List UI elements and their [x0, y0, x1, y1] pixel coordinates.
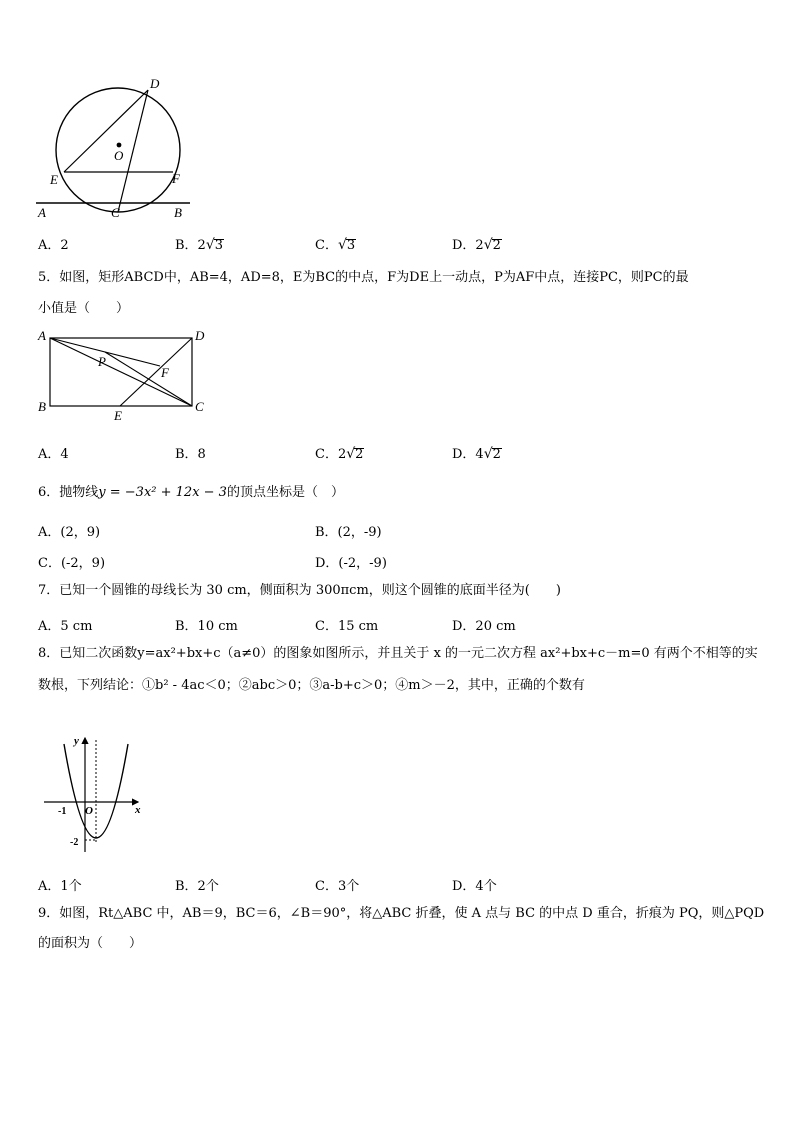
q4-option-c-prefix: C． — [315, 238, 338, 253]
segment-AC — [50, 338, 192, 406]
q9-stem-line2: 的面积为（ ） — [38, 936, 143, 951]
label-O: O — [114, 148, 124, 163]
q5-option-a: A．4 — [38, 447, 69, 462]
q8-stem-line2: 数根，下列结论：①b² - 4ac＜0；②abc＞0；③a-b+c＞0；④m＞－2，其中，正确的个数有 — [38, 678, 585, 693]
label-C: C — [195, 399, 204, 414]
label-B: B — [38, 399, 46, 414]
q4-option-b: B．2√3 — [175, 237, 224, 253]
q6-option-d: D．(-2，-9) — [315, 556, 387, 571]
center-point — [117, 143, 122, 148]
label-y: y — [74, 735, 79, 747]
q7-option-d: D．20 cm — [452, 619, 516, 634]
q4-option-d-radicand: 2 — [492, 238, 501, 253]
label-origin: O — [85, 805, 93, 817]
label-F: F — [172, 171, 180, 186]
q5-option-b: B．8 — [175, 447, 206, 462]
q4-option-c: C．√3 — [315, 237, 356, 253]
segment-DE — [120, 338, 192, 406]
q7-option-b: B．10 cm — [175, 619, 238, 634]
segment-PC — [105, 352, 192, 406]
q5-stem-line2: 小值是（ ） — [38, 301, 130, 316]
label-B: B — [174, 205, 182, 220]
label-A: A — [38, 328, 46, 343]
label-E: E — [50, 172, 58, 187]
q6-stem — [38, 478, 344, 508]
q4-option-b-prefix: B．2 — [175, 238, 206, 253]
q8-parabola-graph — [38, 730, 153, 855]
q4-option-b-radicand: 3 — [214, 238, 224, 253]
q6-option-a: A．(2，9) — [38, 525, 101, 540]
q6-formula: y = −3x² + 12x − 3 — [98, 485, 227, 500]
label-D: D — [150, 76, 160, 91]
q5-option-c: C．2√2 — [315, 446, 364, 462]
q8-option-c: C．3个 — [315, 879, 360, 894]
parabola-curve — [64, 744, 128, 838]
q4-option-c-radicand: 3 — [346, 238, 356, 253]
label-F: F — [161, 365, 169, 380]
q5-option-d-radicand: 2 — [492, 447, 501, 462]
q5-option-d: D．4√2 — [452, 446, 501, 462]
q5-option-c-prefix: C．2 — [315, 447, 347, 462]
label-neg2: -2 — [70, 837, 79, 848]
q8-option-a: A．1个 — [38, 879, 82, 894]
label-C: C — [111, 205, 120, 220]
q7-option-c: C．15 cm — [315, 619, 379, 634]
label-A: A — [38, 205, 46, 220]
label-neg1: -1 — [58, 806, 67, 817]
q8-option-b: B．2个 — [175, 879, 219, 894]
label-E: E — [114, 408, 122, 423]
q9-stem-line1: 9．如图，Rt△ABC 中，AB＝9，BC＝6，∠B＝90°，将△ABC 折叠，使 A 点与 BC 的中点 D 重合，折痕为 PQ，则△PQD — [38, 906, 765, 921]
q8-stem-line1: 8．已知二次函数y=ax²+bx+c（a≠0）的图象如图所示，并且关于 x 的一元二次方程 ax²+bx+c－m=0 有两个不相等的实 — [38, 646, 758, 661]
q5-option-c-radicand: 2 — [355, 447, 364, 462]
q4-option-a: A．2 — [38, 238, 69, 253]
q7-stem: 7．已知一个圆锥的母线长为 30 cm，侧面积为 300πcm，则这个圆锥的底面半径为( ) — [38, 583, 561, 598]
q6-stem-suffix: 的顶点坐标是（ ） — [226, 485, 344, 500]
q4-circle-figure — [30, 70, 200, 220]
q6-stem-prefix: 6．抛物线 — [38, 485, 99, 500]
q6-option-b: B．(2，-9) — [315, 525, 382, 540]
segment-ED — [64, 90, 148, 172]
q7-option-a: A．5 cm — [38, 619, 93, 634]
q5-stem-line1: 5．如图，矩形ABCD中，AB=4，AD=8，E为BC的中点，F为DE上一动点，P为AF中点，连接PC，则PC的最 — [38, 270, 689, 285]
q5-option-d-prefix: D．4 — [452, 447, 484, 462]
q5-rectangle-figure — [30, 326, 220, 426]
q8-option-d: D．4个 — [452, 879, 497, 894]
q6-option-c: C．(-2，9) — [38, 556, 106, 571]
label-x: x — [135, 804, 141, 816]
q4-option-d: D．2√2 — [452, 237, 501, 253]
label-D: D — [195, 328, 205, 343]
q4-option-d-prefix: D．2 — [452, 238, 484, 253]
label-P: P — [98, 354, 106, 369]
